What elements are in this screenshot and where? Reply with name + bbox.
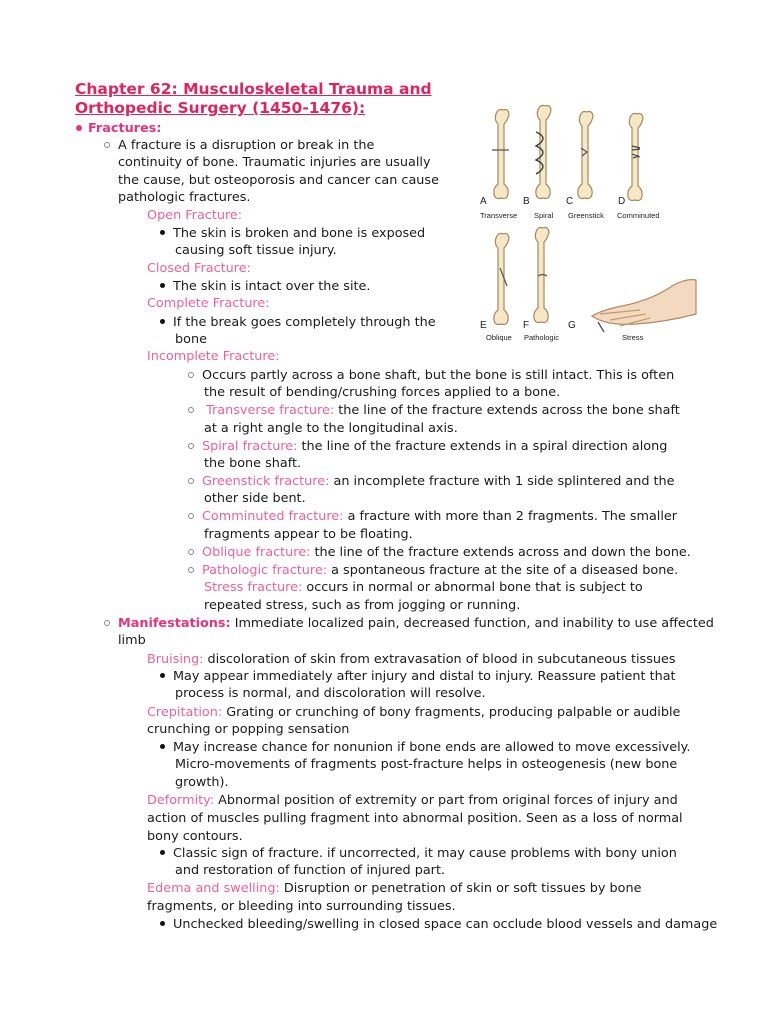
crepitation-bullet: May increase chance for nonunion if bone ends are allowed to move excessively. [160, 739, 691, 757]
bone-spiral [536, 106, 551, 199]
crepitation-bullet-cont: Micro-movements of fragments post-fracture helps in osteogenesis (new bone growth). [175, 757, 678, 790]
transverse-item: Transverse fracture: the line of the fracture extends across the bone shaft [188, 402, 680, 420]
greenstick-item: Greenstick fracture: an incomplete fracture with 1 side splintered and the [188, 473, 675, 491]
title-line-1: Chapter 62: Musculoskeletal Trauma and [75, 80, 432, 98]
open-fracture-label: Open Fracture: [147, 208, 243, 223]
deformity-item: Deformity: Abnormal position of extremity or part from original forces of injury and [147, 793, 678, 808]
stress-item-cont: repeated stress, such as from jogging or running. [204, 598, 521, 613]
manifestations-item: Manifestations: Immediate localized pain, decreased function, and inability to use affected [104, 615, 714, 633]
deformity-cont: action of muscles pulling fragment into abnormal position. Seen as a loss of normal bony contours. [147, 811, 683, 844]
bullet-dot-icon [160, 283, 165, 288]
bone-greenstick [578, 112, 593, 199]
closed-fracture-bullet: The skin is intact over the site. [160, 278, 370, 296]
crepitation-item: Crepitation: Grating or crunching of bony fragments, producing palpable or audible [147, 705, 681, 720]
figure-letter-e: E [480, 320, 487, 331]
open-fracture-bullet: The skin is broken and bone is exposed [160, 225, 425, 243]
hollow-bullet-icon [188, 372, 194, 378]
greenstick-item-cont: other side bent. [204, 491, 306, 506]
bullet-dot-icon [160, 850, 165, 855]
manifestations-cont: limb [118, 633, 146, 648]
open-fracture-bullet-cont: causing soft tissue injury. [175, 243, 337, 258]
caption-comminuted: Comminuted [617, 211, 660, 220]
hollow-bullet-icon [188, 478, 194, 484]
figure-letter-d: D [618, 196, 626, 207]
bruising-item: Bruising: discoloration of skin from extravasation of blood in subcutaneous tissues [147, 652, 676, 667]
bullet-dot-icon [160, 921, 165, 926]
fracture-definition-cont: continuity of bone. Traumatic injuries are usually the cause, but osteoporosis and cancer can cause pathologic fractures. [118, 155, 439, 206]
bone-pathologic [534, 228, 549, 323]
figure-letter-c: C [566, 196, 574, 207]
comminuted-item-cont: fragments appear to be floating. [204, 527, 413, 542]
caption-stress: Stress [622, 333, 644, 342]
bullet-dot-icon [160, 319, 165, 324]
bone-comminuted [628, 114, 643, 201]
page-title [75, 80, 432, 118]
bullet-dot-icon [160, 230, 165, 235]
bone-transverse [492, 110, 509, 199]
bone-oblique [494, 234, 509, 325]
figure-letter-b: B [523, 196, 530, 207]
hollow-bullet-icon [188, 407, 194, 413]
hollow-bullet-icon [188, 549, 194, 555]
complete-fracture-label: Complete Fracture: [147, 296, 270, 311]
incomplete-intro: Occurs partly across a bone shaft, but the bone is still intact. This is often [188, 367, 674, 385]
stress-item: Stress fracture: occurs in normal or abnormal bone that is subject to [204, 580, 643, 595]
caption-pathologic: Pathologic [524, 333, 560, 342]
crepitation-cont: crunching or popping sensation [147, 722, 350, 737]
incomplete-fracture-label: Incomplete Fracture: [147, 349, 280, 364]
edema-item: Edema and swelling: Disruption or penetration of skin or soft tissues by bone [147, 881, 642, 896]
caption-oblique: Oblique [486, 333, 512, 342]
oblique-item: Oblique fracture: the line of the fracture extends across and down the bone. [188, 544, 691, 562]
edema-cont: fragments, or bleeding into surrounding tissues. [147, 899, 456, 914]
transverse-item-cont: at a right angle to the longitudinal axis. [204, 421, 458, 436]
closed-fracture-label: Closed Fracture: [147, 261, 251, 276]
spiral-item-cont: the bone shaft. [204, 456, 302, 471]
figure-letter-f: F [523, 320, 530, 331]
complete-fracture-bullet-cont: bone [175, 332, 207, 347]
comminuted-item: Comminuted fracture: a fracture with more than 2 fragments. The smaller [188, 508, 677, 526]
bullet-dot-icon [160, 744, 165, 749]
caption-greenstick: Greenstick [568, 211, 604, 220]
bruising-bullet-cont: process is normal, and discoloration will resolve. [175, 686, 486, 701]
title-line-2: Orthopedic Surgery (1450-1476): [75, 99, 366, 117]
caption-spiral: Spiral [534, 211, 554, 220]
fracture-definition: A fracture is a disruption or break in the [104, 137, 374, 155]
fracture-types-figure [470, 100, 700, 350]
pathologic-item: Pathologic fracture: a spontaneous fracture at the site of a diseased bone. [188, 562, 678, 580]
hollow-bullet-icon [188, 513, 194, 519]
hollow-bullet-icon [104, 142, 110, 148]
hollow-bullet-icon [188, 567, 194, 573]
deformity-bullet-cont: and restoration of function of injured part. [175, 863, 446, 878]
bullet-dot-icon [160, 673, 165, 678]
incomplete-intro-cont: the result of bending/crushing forces applied to a bone. [204, 385, 561, 400]
spiral-item: Spiral fracture: the line of the fracture extends in a spiral direction along [188, 438, 667, 456]
figure-letter-a: A [480, 196, 487, 207]
foot-stress [592, 280, 696, 332]
hollow-bullet-icon [188, 443, 194, 449]
bullet-dot-icon [76, 125, 82, 131]
deformity-bullet: Classic sign of fracture. if uncorrected, it may cause problems with bony union [160, 845, 677, 863]
caption-transverse: Transverse [480, 211, 518, 220]
bruising-bullet: May appear immediately after injury and distal to injury. Reassure patient that [160, 668, 676, 686]
fractures-heading: Fractures: [76, 120, 161, 138]
hollow-bullet-icon [104, 620, 110, 626]
complete-fracture-bullet: If the break goes completely through the [160, 314, 436, 332]
figure-letter-g: G [568, 320, 576, 331]
edema-bullet: Unchecked bleeding/swelling in closed space can occlude blood vessels and damage [160, 916, 717, 934]
